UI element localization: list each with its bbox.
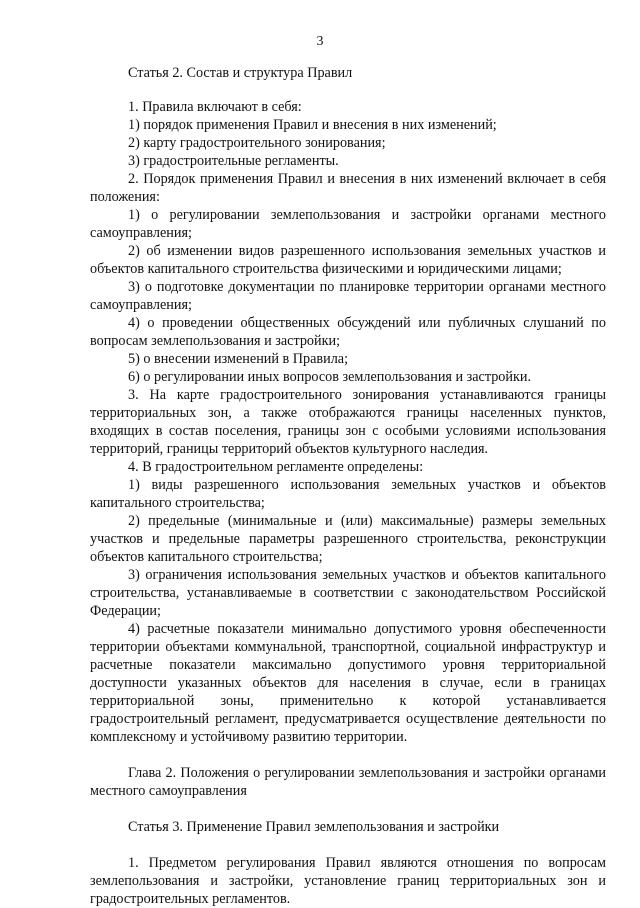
paragraph: 6) о регулировании иных вопросов землепользования и застройки. — [128, 369, 532, 385]
article-3-heading: Статья 3. Применение Правил землепользования и застройки — [128, 819, 500, 835]
paragraph: 1) о регулировании землепользования и застройки органами местного самоуправления; — [90, 207, 606, 241]
paragraph: 4) расчетные показатели минимально допустимого уровня обеспеченности территории объектами коммунальной, транспортной, социальной инфраструктур и расчетные показатели максимально допустимого уровня территориальной доступности указанных объектов для населения в случае, если в границах территориальной зоны, применительно к которой устанавливается градостроительный регламент, предусматривается осуществление деятельности по комплексному и устойчивому развитию территории. — [90, 621, 606, 745]
paragraph: 2) карту градостроительного зонирования; — [128, 135, 386, 151]
paragraph: 3. На карте градостроительного зонирования устанавливаются границы территориальных зон, а также отображаются границы населенных пунктов, входящих в состав поселения, границы зон с особыми условиями использования территорий, границы территорий объектов культурного наследия. — [90, 387, 606, 457]
paragraph: 3) градостроительные регламенты. — [128, 153, 339, 169]
article-2-heading: Статья 2. Состав и структура Правил — [128, 65, 353, 81]
paragraph: 1. Правила включают в себя: — [128, 99, 302, 115]
paragraph: 4. В градостроительном регламенте определены: — [128, 459, 424, 475]
paragraph: 1) виды разрешенного использования земельных участков и объектов капитального строительства; — [90, 477, 606, 511]
paragraph: 2. Порядок применения Правил и внесения в них изменений включает в себя положения: — [90, 171, 606, 205]
paragraph: 5) о внесении изменений в Правила; — [128, 351, 349, 367]
paragraph: 1) порядок применения Правил и внесения в них изменений; — [128, 117, 497, 133]
paragraph: 3) о подготовке документации по планировке территории органами местного самоуправления; — [90, 279, 606, 313]
document-body — [90, 64, 606, 908]
chapter-2-heading: Глава 2. Положения о регулировании землепользования и застройки органами местного самоуправления — [90, 765, 606, 799]
paragraph: 2) об изменении видов разрешенного использования земельных участков и объектов капитального строительства физическими и юридическими лицами; — [90, 243, 606, 277]
page-number: 3 — [316, 34, 324, 49]
paragraph: 4) о проведении общественных обсуждений или публичных слушаний по вопросам землепользования и застройки; — [90, 315, 606, 349]
paragraph: 3) ограничения использования земельных участков и объектов капитального строительства, устанавливаемые в соответствии с законодательством Российской Федерации; — [90, 567, 606, 619]
paragraph: 2) предельные (минимальные и (или) максимальные) размеры земельных участков и предельные параметры разрешенного строительства, реконструкции объектов капитального строительства; — [90, 513, 606, 565]
paragraph: 1. Предметом регулирования Правил являются отношения по вопросам землепользования и застройки, установление границ территориальных зон и градостроительных регламентов. — [90, 855, 606, 907]
